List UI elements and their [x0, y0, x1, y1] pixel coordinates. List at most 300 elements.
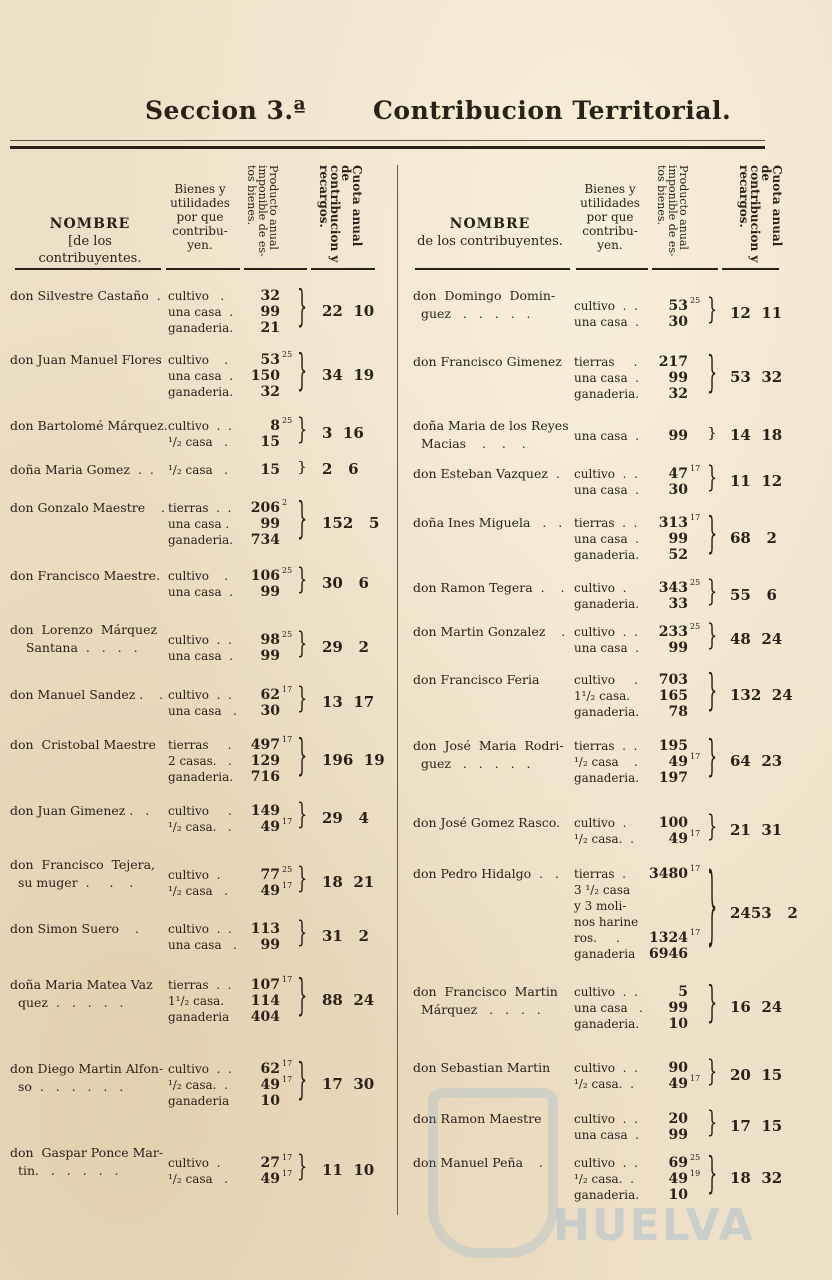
product-value: 1324 — [649, 930, 688, 946]
brace-icon: } — [707, 809, 718, 844]
product-value: 99 — [260, 648, 280, 664]
header-cuota-line: Cuota anual de — [759, 165, 784, 247]
annual-quota: 3 16 — [322, 424, 364, 442]
header-bienes-line: utilidades — [580, 196, 640, 210]
contributor-name: don Francisco Martin — [413, 984, 558, 999]
annual-quota: 29 4 — [322, 809, 369, 827]
product-value: 107 — [250, 977, 280, 993]
product-cents: 17 — [690, 928, 701, 937]
property-label: cultivo . . — [168, 1062, 232, 1076]
property-label: ¹/₂ casa . — [574, 755, 638, 769]
header-bienes-line: contribu- — [582, 224, 638, 238]
product-value: 62 — [260, 1061, 280, 1077]
annual-quota: 22 10 — [322, 302, 375, 320]
property-label: cultivo . . — [574, 467, 638, 481]
contributor-name: don José Maria Rodri- — [413, 738, 564, 753]
property-label: cultivo . — [574, 581, 627, 595]
contributor-name: don Simon Suero . — [10, 921, 139, 936]
header-bienes-line: Bienes y — [174, 182, 226, 196]
product-value: 53 — [260, 352, 280, 368]
contributor-name: don Ramon Maestre — [413, 1111, 542, 1126]
property-label: 3 ¹/₂ casa — [574, 883, 631, 897]
annual-quota: 2 6 — [322, 460, 359, 478]
contributor-name: don Manuel Sandez . . — [10, 687, 164, 702]
header-underline — [244, 268, 307, 270]
brace-icon: } — [707, 574, 718, 609]
property-label: tierras . . — [574, 516, 638, 530]
property-label: tierras . . — [574, 739, 638, 753]
header-underline — [15, 268, 161, 270]
product-value: 32 — [260, 288, 280, 304]
product-value: 165 — [658, 688, 688, 704]
product-cents: 25 — [690, 578, 701, 587]
product-value: 206 — [250, 500, 280, 516]
property-label: una casa . — [168, 369, 234, 383]
product-cents: 25 — [282, 566, 293, 575]
property-label: ¹/₂ casa . — [168, 884, 228, 898]
header-bienes-line: por que — [176, 210, 224, 224]
header-producto-line: tos bienes. — [245, 165, 258, 225]
property-label: ros. . — [574, 931, 620, 945]
brace-icon: } — [297, 626, 308, 661]
property-label: ganaderia. — [168, 533, 234, 547]
annual-quota: 132 24 — [730, 686, 793, 704]
product-value: 114 — [250, 993, 280, 1009]
brace-icon: } — [707, 976, 718, 1028]
annual-quota: 53 32 — [730, 368, 783, 386]
header-cuota-line: contribucion y — [328, 165, 342, 263]
header-underline — [166, 268, 240, 270]
product-value: 6946 — [649, 946, 688, 962]
brace-icon: } — [297, 861, 308, 896]
product-cents: 17 — [690, 864, 701, 873]
product-value: 62 — [260, 687, 280, 703]
product-value: 497 — [250, 737, 280, 753]
contributor-name: don Francisco Maestre. — [10, 568, 161, 583]
property-label: cultivo . . — [168, 419, 232, 433]
product-cents: 25 — [282, 416, 293, 425]
property-label: ¹/₂ casa . — [168, 1172, 228, 1186]
annual-quota: 48 24 — [730, 630, 783, 648]
brace-icon: } — [297, 729, 308, 781]
header-bienes-line: por que — [586, 210, 634, 224]
brace-icon: } — [707, 1105, 718, 1140]
property-label: 1¹/₂ casa. — [168, 994, 225, 1008]
property-label: una casa . — [168, 704, 237, 718]
annual-quota: 18 21 — [322, 873, 375, 891]
property-label: ganaderia. — [574, 548, 640, 562]
column-separator — [397, 165, 398, 1215]
header-cuota-line: Cuota anual de — [339, 165, 364, 247]
property-label: ganaderia. — [168, 321, 234, 335]
annual-quota: 11 12 — [730, 472, 783, 490]
property-label: una casa . — [574, 641, 640, 655]
header-cuota-line: contribucion y — [748, 165, 762, 263]
product-value: 20 — [668, 1111, 688, 1127]
contributor-name: doña Maria Matea Vaz — [10, 977, 153, 992]
property-label: cultivo . — [168, 289, 225, 303]
contributor-name: don Francisco Feria — [413, 672, 540, 687]
property-label: ¹/₂ casa. . — [574, 1077, 634, 1091]
contributor-name: don Francisco Gimenez — [413, 354, 562, 369]
header-producto-line: tos bienes. — [655, 165, 668, 225]
property-label: ¹/₂ casa. . — [168, 820, 232, 834]
property-label: una casa . — [574, 1128, 640, 1142]
contributor-name: guez . . . . . — [413, 756, 531, 771]
product-value: 734 — [250, 532, 280, 548]
product-cents: 17 — [282, 1169, 293, 1178]
property-label: ganaderia. — [574, 1017, 640, 1031]
product-value: 49 — [668, 1076, 688, 1092]
product-value: 3480 — [649, 866, 688, 882]
product-cents: 17 — [282, 817, 293, 826]
annual-quota: 152 5 — [322, 514, 380, 532]
property-label: cultivo . . — [574, 625, 638, 639]
contributor-name: don Ramon Tegera . . — [413, 580, 565, 595]
property-label: ¹/₂ casa. . — [168, 1078, 228, 1092]
brace-icon: } — [297, 915, 308, 950]
header-underline — [576, 268, 648, 270]
header-producto-left — [246, 165, 279, 265]
product-value: 49 — [668, 831, 688, 847]
contributor-name: don Diego Martin Alfon- — [10, 1061, 164, 1076]
property-label: cultivo . — [168, 569, 229, 583]
product-cents: 25 — [690, 1153, 701, 1162]
header-bienes-right — [575, 182, 645, 252]
annual-quota: 29 2 — [322, 638, 369, 656]
contributor-name: don Juan Gimenez . . — [10, 803, 150, 818]
brace-icon: } — [707, 1147, 718, 1199]
product-value: 99 — [260, 937, 280, 953]
product-value: 15 — [260, 462, 280, 478]
product-value: 99 — [668, 428, 688, 444]
product-value: 197 — [658, 770, 688, 786]
annual-quota: 12 11 — [730, 304, 783, 322]
product-cents: 25 — [690, 296, 701, 305]
brace-icon: } — [707, 424, 718, 442]
product-value: 53 — [668, 298, 688, 314]
property-label: cultivo . . — [168, 633, 232, 647]
product-cents: 17 — [690, 1074, 701, 1083]
contributor-name: don Silvestre Castaño . — [10, 288, 161, 303]
contributor-name: so . . . . . . — [10, 1079, 124, 1094]
brace-icon: } — [707, 730, 718, 782]
contributor-name: tin. . . . . . — [10, 1163, 119, 1178]
property-label: una casa . — [574, 315, 640, 329]
property-label: cultivo . . — [574, 1112, 638, 1126]
annual-quota: 11 10 — [322, 1161, 375, 1179]
brace-icon: } — [297, 280, 308, 332]
header-cuota-right — [738, 165, 782, 265]
header-cuota-left — [318, 165, 362, 265]
product-value: 49 — [668, 1171, 688, 1187]
header-nombre-sub: de los contribuyentes. — [417, 234, 563, 249]
brace-icon: } — [707, 346, 718, 398]
product-value: 49 — [260, 1171, 280, 1187]
property-label: cultivo . — [168, 353, 229, 367]
annual-quota: 17 30 — [322, 1075, 375, 1093]
annual-quota: 55 6 — [730, 586, 777, 604]
product-cents: 25 — [690, 622, 701, 631]
product-value: 49 — [668, 754, 688, 770]
brace-icon: } — [297, 562, 308, 597]
product-value: 149 — [250, 803, 280, 819]
brace-icon: } — [297, 412, 308, 447]
property-label: ganaderia. — [168, 770, 234, 784]
annual-quota: 88 24 — [322, 991, 375, 1009]
product-value: 99 — [668, 531, 688, 547]
header-producto-line: Producto anual — [267, 165, 280, 250]
product-value: 313 — [658, 515, 688, 531]
annual-quota: 13 17 — [322, 693, 375, 711]
header-nombre-sub: [de los contribuyentes. — [38, 234, 142, 266]
product-value: 78 — [668, 704, 688, 720]
product-value: 99 — [668, 1000, 688, 1016]
header-bienes-line: yen. — [597, 238, 623, 252]
property-label: cultivo . . — [574, 1156, 638, 1170]
header-cuota-line: recargos. — [737, 165, 751, 228]
header-producto-line: imponible de es- — [666, 165, 679, 257]
property-label: ¹/₂ casa . — [168, 463, 228, 477]
brace-icon: } — [297, 1149, 308, 1184]
property-label: y 3 moli- — [574, 899, 627, 913]
product-value: 716 — [250, 769, 280, 785]
property-label: ganaderia. — [574, 705, 640, 719]
brace-icon: } — [707, 507, 718, 559]
product-value: 10 — [668, 1016, 688, 1032]
header-bienes-line: contribu- — [172, 224, 228, 238]
section-title: Seccion 3.ª — [145, 96, 307, 125]
contributor-name: don Bartolomé Márquez. — [10, 418, 168, 433]
annual-quota: 68 2 — [730, 529, 777, 547]
header-cuota-line: recargos. — [317, 165, 331, 228]
product-value: 77 — [260, 867, 280, 883]
contributor-name: don José Gomez Rasco. — [413, 815, 561, 830]
annual-quota: 14 18 — [730, 426, 783, 444]
brace-icon: } — [707, 618, 718, 653]
property-label: una casa . — [574, 429, 640, 443]
product-value: 99 — [260, 516, 280, 532]
product-value: 106 — [250, 568, 280, 584]
contributor-name: doña Ines Miguela . . — [413, 515, 563, 530]
property-label: una casa . — [574, 532, 640, 546]
contributor-name: don Domingo Domin- — [413, 288, 556, 303]
product-value: 32 — [668, 386, 688, 402]
contributor-name: doña Maria Gomez . . — [10, 462, 154, 477]
header-nombre-left — [30, 216, 150, 267]
property-label: cultivo . — [168, 868, 221, 882]
header-underline — [311, 268, 375, 270]
header-producto-line: Producto anual — [677, 165, 690, 250]
property-label: una casa . — [168, 585, 234, 599]
property-label: ganaderia — [168, 1094, 230, 1108]
header-rule-thick — [10, 146, 765, 149]
property-label: tierras . . — [168, 978, 232, 992]
property-label: cultivo . — [168, 1156, 221, 1170]
header-underline — [722, 268, 779, 270]
contributor-name: don Esteban Vazquez . — [413, 466, 560, 481]
annual-quota: 31 2 — [322, 927, 369, 945]
product-value: 49 — [260, 883, 280, 899]
product-value: 150 — [250, 368, 280, 384]
header-nombre-right — [415, 216, 565, 250]
annual-quota: 18 32 — [730, 1169, 783, 1187]
product-cents: 17 — [690, 513, 701, 522]
product-value: 113 — [250, 921, 280, 937]
contributor-name: don Manuel Peña . — [413, 1155, 543, 1170]
product-cents: 17 — [282, 1075, 293, 1084]
product-value: 30 — [668, 482, 688, 498]
brace-icon: } — [297, 681, 308, 716]
property-label: ¹/₂ casa . — [168, 435, 228, 449]
contributor-name: doña Maria de los Reyes — [413, 418, 569, 433]
product-value: 217 — [658, 354, 688, 370]
product-value: 195 — [658, 738, 688, 754]
product-cents: 17 — [282, 975, 293, 984]
contributor-name: quez . . . . . — [10, 995, 124, 1010]
product-value: 129 — [250, 753, 280, 769]
property-label: cultivo . — [168, 804, 232, 818]
annual-quota: 21 31 — [730, 821, 783, 839]
product-value: 30 — [668, 314, 688, 330]
product-value: 27 — [260, 1155, 280, 1171]
product-value: 49 — [260, 819, 280, 835]
contributor-name: don Pedro Hidalgo . . — [413, 866, 559, 881]
annual-quota: 196 19 — [322, 751, 385, 769]
property-label: tierras . — [168, 738, 232, 752]
header-rule-thin — [10, 140, 765, 141]
property-label: cultivo . . — [168, 688, 232, 702]
product-value: 233 — [658, 624, 688, 640]
contributor-name: don Gonzalo Maestre . — [10, 500, 165, 515]
property-label: cultivo . — [574, 673, 638, 687]
annual-quota: 17 15 — [730, 1117, 783, 1135]
product-value: 99 — [260, 584, 280, 600]
property-label: cultivo . — [574, 816, 627, 830]
product-value: 99 — [668, 640, 688, 656]
header-bienes-line: utilidades — [170, 196, 230, 210]
product-value: 98 — [260, 632, 280, 648]
product-value: 5 — [678, 984, 688, 1000]
contributor-name: Macias . . . — [413, 436, 526, 451]
product-value: 100 — [658, 815, 688, 831]
property-label: una casa . — [168, 938, 237, 952]
property-label: ganaderia. — [574, 387, 640, 401]
product-value: 30 — [260, 703, 280, 719]
product-value: 10 — [668, 1187, 688, 1203]
brace-icon: } — [707, 664, 718, 716]
property-label: una casa . — [574, 371, 640, 385]
page-title: Contribucion Territorial. — [373, 96, 732, 125]
property-label: ganaderia. — [574, 1188, 640, 1202]
brace-icon: } — [707, 853, 718, 955]
header-producto-line: imponible de es- — [256, 165, 269, 257]
contributor-name: su muger . . . — [10, 875, 134, 890]
product-value: 32 — [260, 384, 280, 400]
contributor-name: don Sebastian Martin — [413, 1060, 551, 1075]
watermark-shield-icon — [428, 1088, 558, 1258]
property-label: tierras . — [574, 355, 638, 369]
product-value: 15 — [260, 434, 280, 450]
product-cents: 17 — [690, 829, 701, 838]
property-label: ¹/₂ casa. . — [574, 1172, 634, 1186]
product-cents: 17 — [690, 464, 701, 473]
header-nombre-title: NOMBRE — [449, 216, 531, 232]
property-label: cultivo . . — [574, 985, 638, 999]
product-cents: 25 — [282, 630, 293, 639]
annual-quota: 16 24 — [730, 998, 783, 1016]
contributor-name: don Gaspar Ponce Mar- — [10, 1145, 164, 1160]
brace-icon: } — [297, 492, 308, 544]
product-value: 99 — [260, 304, 280, 320]
property-label: una casa . — [574, 483, 640, 497]
product-cents: 17 — [282, 735, 293, 744]
annual-quota: 34 19 — [322, 366, 375, 384]
brace-icon: } — [297, 458, 308, 476]
product-value: 69 — [668, 1155, 688, 1171]
property-label: tierras . . — [168, 501, 232, 515]
product-cents: 17 — [282, 1059, 293, 1068]
property-label: una casa . — [574, 1001, 643, 1015]
contributor-name: Santana . . . . — [10, 640, 138, 655]
property-label: ganaderia. — [168, 385, 234, 399]
property-label: una casa . — [168, 517, 230, 531]
product-cents: 2 — [282, 498, 288, 507]
header-bienes-line: Bienes y — [584, 182, 636, 196]
property-label: ganaderia. — [574, 771, 640, 785]
annual-quota: 20 15 — [730, 1066, 783, 1084]
product-cents: 19 — [690, 1169, 701, 1178]
property-label: cultivo . . — [574, 299, 638, 313]
contributor-name: don Juan Manuel Flores — [10, 352, 162, 367]
brace-icon: } — [707, 292, 718, 327]
product-cents: 17 — [282, 685, 293, 694]
property-label: una casa . — [168, 649, 234, 663]
contributor-name: don Francisco Tejera, — [10, 857, 156, 872]
brace-icon: } — [297, 797, 308, 832]
property-label: tierras . — [574, 867, 626, 881]
header-bienes-line: yen. — [187, 238, 213, 252]
product-value: 90 — [668, 1060, 688, 1076]
product-value: 52 — [668, 547, 688, 563]
product-cents: 17 — [690, 752, 701, 761]
product-cents: 17 — [282, 1153, 293, 1162]
product-value: 703 — [658, 672, 688, 688]
product-cents: 25 — [282, 350, 293, 359]
product-value: 404 — [250, 1009, 280, 1025]
product-value: 33 — [668, 596, 688, 612]
brace-icon: } — [297, 344, 308, 396]
brace-icon: } — [707, 1054, 718, 1089]
header-producto-right — [656, 165, 689, 265]
product-value: 99 — [668, 370, 688, 386]
product-value: 10 — [260, 1093, 280, 1109]
product-cents: 25 — [282, 865, 293, 874]
product-value: 47 — [668, 466, 688, 482]
watermark-text: HUELVA — [553, 1200, 755, 1251]
product-value: 8 — [270, 418, 280, 434]
property-label: una casa . — [168, 305, 234, 319]
contributor-name: guez . . . . . — [413, 306, 531, 321]
annual-quota: 64 23 — [730, 752, 783, 770]
contributor-name: don Lorenzo Márquez — [10, 622, 158, 637]
brace-icon: } — [707, 460, 718, 495]
property-label: ganaderia — [574, 947, 636, 961]
annual-quota: 30 6 — [322, 574, 369, 592]
contributor-name: Márquez . . . . — [413, 1002, 541, 1017]
brace-icon: } — [297, 969, 308, 1021]
product-value: 49 — [260, 1077, 280, 1093]
